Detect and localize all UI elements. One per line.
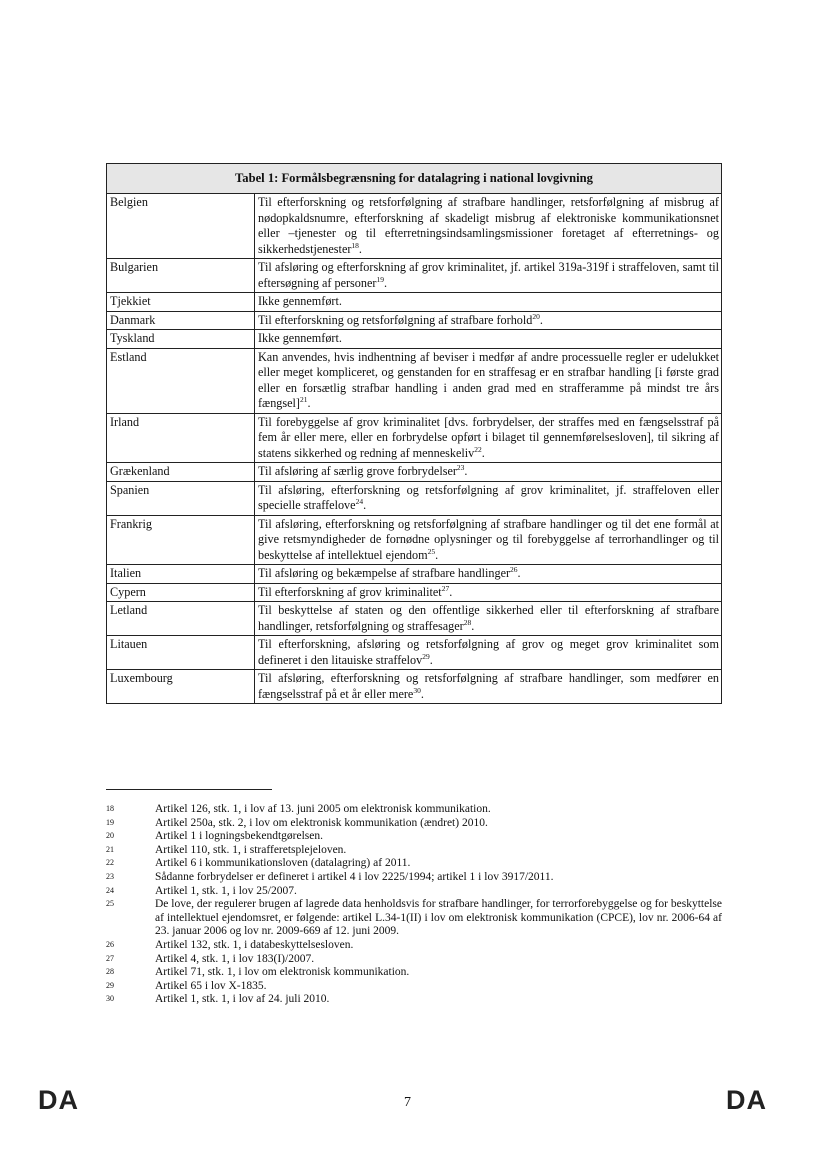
- purpose-text-end: .: [517, 566, 521, 580]
- purpose-cell: [255, 413, 722, 463]
- footnote-number: 24: [106, 885, 114, 895]
- purpose-text: Til afsløring, efterforskning og retsforfølgning af strafbare handlinger, som medfører en fængselsstraf på et år eller mere: [258, 671, 719, 701]
- footnote: [106, 993, 722, 1007]
- table-row: [107, 259, 722, 293]
- language-mark-left: DA: [38, 1085, 79, 1115]
- footnote-text: Artikel 1 i logningsbekendtgørelsen.: [155, 830, 323, 843]
- footnote-text: Artikel 71, stk. 1, i lov om elektronisk kommunikation.: [155, 966, 410, 979]
- table-row: [107, 636, 722, 670]
- country-cell: Danmark: [107, 311, 255, 330]
- footnote-ref: 26: [510, 564, 518, 574]
- footnote-ref: 23: [456, 462, 465, 472]
- purpose-text: Til efterforskning og retsforfølgning af strafbare forhold: [258, 312, 533, 327]
- table-row: [107, 463, 722, 482]
- footnotes: [106, 803, 722, 1007]
- purpose-text-end: .: [481, 445, 485, 460]
- footnote-number: 21: [106, 844, 114, 854]
- purpose-cell: [255, 565, 722, 584]
- page-number: 7: [404, 1095, 411, 1110]
- footnote-ref: 25: [427, 546, 436, 556]
- purpose-text: Til afsløring og efterforskning af grov kriminalitet, jf. artikel 319a-319f i straffeloven, samt til eftersøgning af personer: [258, 260, 719, 290]
- purpose-text-end: .: [383, 275, 387, 290]
- purpose-text-end: .: [429, 652, 433, 667]
- footnote-ref: 28: [463, 617, 472, 627]
- purpose-cell: [255, 515, 722, 565]
- purpose-text: Til afsløring og bekæmpelse af strafbare handlinger: [258, 566, 511, 580]
- table-row: [107, 602, 722, 636]
- language-mark-right: DA: [726, 1085, 767, 1115]
- purpose-cell: [255, 463, 722, 482]
- purpose-cell: [255, 348, 722, 413]
- footnote: [106, 871, 722, 885]
- country-cell: Tyskland: [107, 330, 255, 349]
- purpose-cell: [255, 670, 722, 704]
- country-cell: Italien: [107, 565, 255, 584]
- purpose-cell: [255, 293, 722, 312]
- footnote-separator: [106, 789, 272, 790]
- table-title: Tabel 1: Formålsbegrænsning for datalagring i national lovgivning: [107, 164, 722, 194]
- footnote-ref: 30: [413, 685, 421, 695]
- country-cell: Estland: [107, 348, 255, 413]
- footnote-number: 20: [106, 831, 114, 841]
- table-row: [107, 311, 722, 330]
- purpose-cell: [255, 259, 722, 293]
- table-header-row: [107, 164, 722, 194]
- footnote-ref: 20: [532, 311, 540, 321]
- purpose-text: Til afsløring af særlig grove forbrydelser: [258, 464, 457, 478]
- footnote-text: Artikel 65 i lov X-1835.: [155, 979, 267, 992]
- purpose-text-end: .: [420, 686, 424, 701]
- table-row: [107, 670, 722, 704]
- country-cell: Irland: [107, 413, 255, 463]
- footnote-number: 30: [106, 994, 114, 1004]
- purpose-cell: [255, 311, 722, 330]
- footnote-number: 19: [106, 817, 114, 827]
- country-cell: Spanien: [107, 481, 255, 515]
- footnote-text: Sådanne forbrydelser er defineret i artikel 4 i lov 2225/1994; artikel 1 i lov 3917/2011.: [155, 870, 554, 883]
- footnote-number: 18: [106, 804, 114, 813]
- footnote-number: 28: [106, 967, 114, 977]
- country-cell: Grækenland: [107, 463, 255, 482]
- purpose-cell: [255, 481, 722, 515]
- purpose-text-end: .: [449, 584, 453, 599]
- table-body: [107, 194, 722, 704]
- footnote-ref: 27: [441, 583, 450, 593]
- table-row: [107, 348, 722, 413]
- purpose-cell: [255, 602, 722, 636]
- footnote-ref: 18: [351, 240, 359, 250]
- country-cell: Cypern: [107, 583, 255, 602]
- table-row: [107, 481, 722, 515]
- footnote: [106, 980, 722, 994]
- footnote: [106, 966, 722, 980]
- country-cell: Letland: [107, 602, 255, 636]
- purpose-cell: [255, 330, 722, 349]
- footnote-number: 29: [106, 980, 114, 990]
- purpose-text: Til afsløring, efterforskning og retsforfølgning af grov kriminalitet, jf. straffeloven eller specielle straffelove: [258, 482, 719, 512]
- country-cell: Frankrig: [107, 515, 255, 565]
- purpose-text: Til beskyttelse af staten og den offentlige sikkerhed eller til efterforskning af strafbare handlinger, retsforfølgning og straffesager: [258, 603, 719, 633]
- footnote-ref: 19: [376, 274, 384, 284]
- footnote-text: Artikel 6 i kommunikationsloven (datalagring) af 2011.: [155, 857, 411, 870]
- table-row: [107, 583, 722, 602]
- table-row: [107, 330, 722, 349]
- footnote-ref: 22: [474, 444, 482, 454]
- footnote: [106, 830, 722, 844]
- footnote-text: Artikel 1, stk. 1, i lov 25/2007.: [155, 884, 297, 897]
- footnote-number: 25: [106, 899, 114, 909]
- footnote: [106, 953, 722, 967]
- country-cell: Bulgarien: [107, 259, 255, 293]
- table-row: [107, 515, 722, 565]
- footnote: [106, 898, 722, 939]
- footnote-text: Artikel 126, stk. 1, i lov af 13. juni 2005 om elektronisk kommunikation.: [155, 803, 491, 815]
- footnote-text: Artikel 4, stk. 1, i lov 183(I)/2007.: [155, 952, 315, 965]
- footnote-number: 22: [106, 858, 114, 868]
- footnote-ref: 24: [355, 496, 364, 506]
- purpose-cell: [255, 636, 722, 670]
- footnote-text: Artikel 250a, stk. 2, i lov om elektronisk kommunikation (ændret) 2010.: [155, 816, 488, 829]
- footnote-text: Artikel 132, stk. 1, i databeskyttelsesloven.: [155, 938, 354, 951]
- purpose-text: Til efterforskning og retsforfølgning af strafbare handlinger, retsforfølgning af misbrug af nødopkaldsnumre, efterforskning af skadeligt misbrug af elektroniske kommunikationsnet eller –tjenester og til efterretningsindsamlingsmissioner foretaget af efterretnings- og sikkerhedstjenester: [258, 195, 719, 256]
- footnote-text: Artikel 110, stk. 1, i strafferetsplejeloven.: [155, 843, 347, 856]
- purpose-text: Kan anvendes, hvis indhentning af beviser i medfør af andre processuelle regler er udelukket eller meget kompliceret, og genstanden for en straffesag er en strafbar handling [i første grad eller en forsætlig strafbar handling i anden grad med en strafferamme på mindst tre års fængsel]: [258, 349, 719, 410]
- footnote: [106, 939, 722, 953]
- footnote: [106, 885, 722, 899]
- footnote: [106, 803, 722, 817]
- footnote-text: De love, der regulerer brugen af lagrede data henholdsvis for strafbare handlinger, for terrorforebyggelse og for beskyttelse af intellektuel ejendomsret, er følgende: artikel L.34-1(II) i lov om elektronisk kommunikation (CPCE), lov nr. 2006-64 af 23. januar 2006 og lov nr. 2009-669 af 12. juni 2009.: [155, 898, 722, 938]
- purpose-cell: [255, 583, 722, 602]
- table-row: [107, 565, 722, 584]
- footnote: [106, 844, 722, 858]
- purpose-cell: [255, 194, 722, 259]
- purpose-text: Til efterforskning, afsløring og retsforfølgning af grov og meget grov kriminalitet som defineret i den litauiske straffelov: [258, 637, 719, 667]
- purpose-text: Ikke gennemført.: [258, 294, 342, 308]
- footnote: [106, 817, 722, 831]
- table-row: [107, 194, 722, 259]
- purpose-text: Til efterforskning af grov kriminalitet: [258, 584, 442, 599]
- country-cell: Litauen: [107, 636, 255, 670]
- country-cell: Belgien: [107, 194, 255, 259]
- purpose-text-end: .: [363, 498, 367, 512]
- footnote-number: 26: [106, 939, 114, 949]
- footnote-ref: 29: [422, 651, 430, 661]
- table-row: [107, 413, 722, 463]
- purpose-text-end: .: [464, 464, 468, 478]
- purpose-text-end: .: [539, 312, 543, 327]
- footnote: [106, 857, 722, 871]
- purpose-text: Til afsløring, efterforskning og retsforfølgning af strafbare handlinger og til det ene formål at give retsmyndigheder de fornødne oplysninger og til forebyggelse af terrorhandlinger og til beskyttelse af intellektuel ejendom: [258, 516, 719, 562]
- purpose-limitation-table: [106, 163, 722, 704]
- footnote-number: 23: [106, 871, 114, 881]
- purpose-text: Til forebyggelse af grov kriminalitet [dvs. forbrydelser, der straffes med en fængselsstraf på fem år eller mere, eller en forbrydelse opført i bilaget til gennemførelsesloven], til sikring af statens sikkerhed og redning af menneskeliv: [258, 414, 719, 460]
- purpose-text-end: .: [358, 241, 362, 256]
- footnote-ref: 21: [299, 394, 308, 404]
- footnote-number: 27: [106, 953, 114, 963]
- country-cell: Luxembourg: [107, 670, 255, 704]
- purpose-text: Ikke gennemført.: [258, 331, 342, 345]
- country-cell: Tjekkiet: [107, 293, 255, 312]
- purpose-text-end: .: [471, 618, 475, 633]
- purpose-text-end: .: [435, 547, 439, 562]
- table-row: [107, 293, 722, 312]
- purpose-text-end: .: [307, 396, 311, 410]
- footnote-text: Artikel 1, stk. 1, i lov af 24. juli 2010.: [155, 993, 330, 1006]
